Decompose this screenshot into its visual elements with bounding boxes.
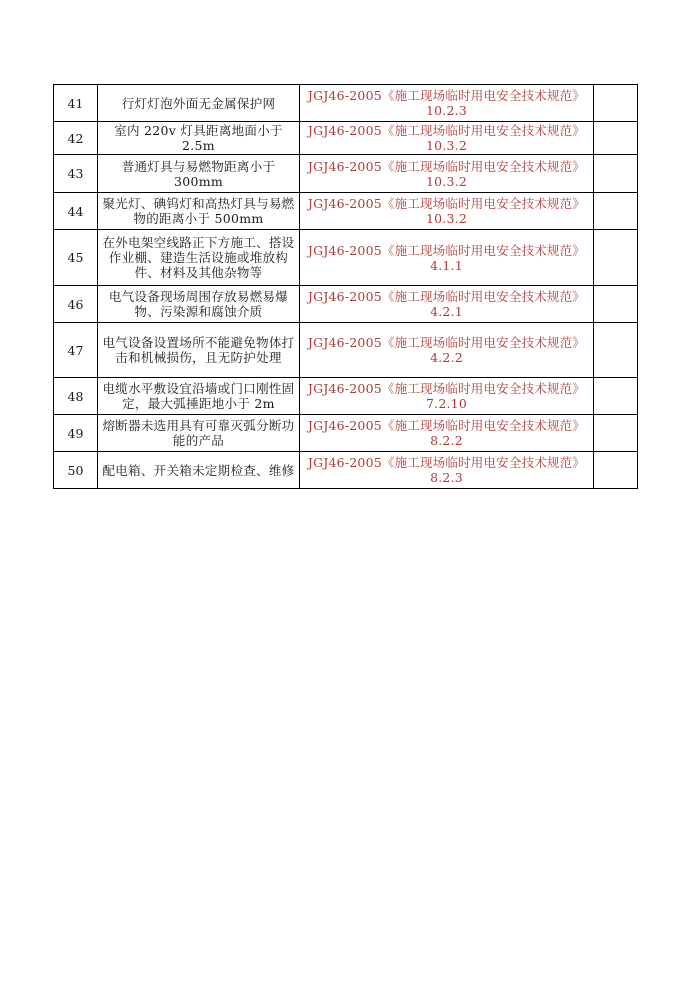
remark-cell bbox=[594, 415, 638, 452]
clause-number: 10.2.3 bbox=[426, 103, 467, 118]
table-row bbox=[54, 122, 638, 155]
row-number: 46 bbox=[54, 286, 98, 323]
hazard-item: 电气设备设置场所不能避免物体打击和机械损伤，且无防护处理 bbox=[98, 323, 300, 378]
remark-cell bbox=[594, 323, 638, 378]
table-row bbox=[54, 415, 638, 452]
hazard-item: 行灯灯泡外面无金属保护网 bbox=[98, 85, 300, 122]
table-row bbox=[54, 452, 638, 489]
inspection-table bbox=[53, 84, 638, 489]
row-number: 42 bbox=[54, 122, 98, 155]
hazard-item: 室内 220v 灯具距离地面小于 2.5m bbox=[98, 122, 300, 155]
remark-cell bbox=[594, 378, 638, 415]
table-row bbox=[54, 193, 638, 230]
standard-reference: JGJ46-2005《施工现场临时用电安全技术规范》 bbox=[307, 455, 586, 470]
basis-cell bbox=[300, 452, 594, 489]
clause-number: 4.2.2 bbox=[430, 350, 463, 365]
clause-number: 4.2.1 bbox=[430, 304, 463, 319]
basis-cell bbox=[300, 286, 594, 323]
hazard-item: 电气设备现场周围存放易燃易爆物、污染源和腐蚀介质 bbox=[98, 286, 300, 323]
row-number: 41 bbox=[54, 85, 98, 122]
basis-cell bbox=[300, 193, 594, 230]
table-row bbox=[54, 85, 638, 122]
row-number: 49 bbox=[54, 415, 98, 452]
basis-cell bbox=[300, 230, 594, 286]
standard-reference: JGJ46-2005《施工现场临时用电安全技术规范》 bbox=[307, 196, 586, 211]
basis-cell bbox=[300, 323, 594, 378]
table-row bbox=[54, 230, 638, 286]
row-number: 48 bbox=[54, 378, 98, 415]
hazard-item: 熔断器未选用具有可靠灭弧分断功能的产品 bbox=[98, 415, 300, 452]
remark-cell bbox=[594, 155, 638, 193]
remark-cell bbox=[594, 286, 638, 323]
table-row bbox=[54, 155, 638, 193]
standard-reference: JGJ46-2005《施工现场临时用电安全技术规范》 bbox=[307, 418, 586, 433]
standard-reference: JGJ46-2005《施工现场临时用电安全技术规范》 bbox=[307, 335, 586, 350]
clause-number: 10.3.2 bbox=[426, 211, 467, 226]
table-row bbox=[54, 286, 638, 323]
standard-reference: JGJ46-2005《施工现场临时用电安全技术规范》 bbox=[307, 88, 586, 103]
standard-reference: JGJ46-2005《施工现场临时用电安全技术规范》 bbox=[307, 242, 586, 258]
hazard-item: 配电箱、开关箱未定期检查、维修 bbox=[98, 452, 300, 489]
remark-cell bbox=[594, 230, 638, 286]
remark-cell bbox=[594, 452, 638, 489]
basis-cell bbox=[300, 85, 594, 122]
clause-number: 10.3.2 bbox=[426, 173, 467, 189]
clause-number: 4.1.1 bbox=[430, 257, 463, 273]
row-number: 47 bbox=[54, 323, 98, 378]
basis-cell bbox=[300, 378, 594, 415]
table-row bbox=[54, 323, 638, 378]
row-number: 45 bbox=[54, 230, 98, 286]
row-number: 44 bbox=[54, 193, 98, 230]
basis-cell bbox=[300, 155, 594, 193]
hazard-item: 在外电架空线路正下方施工、搭设作业棚、建造生活设施或堆放构件、材料及其他杂物等 bbox=[98, 230, 300, 286]
row-number: 43 bbox=[54, 155, 98, 193]
basis-cell bbox=[300, 415, 594, 452]
clause-number: 8.2.2 bbox=[430, 433, 463, 448]
remark-cell bbox=[594, 193, 638, 230]
standard-reference: JGJ46-2005《施工现场临时用电安全技术规范》 bbox=[307, 289, 586, 304]
basis-cell bbox=[300, 122, 594, 155]
clause-number: 7.2.10 bbox=[426, 396, 467, 411]
hazard-item: 聚光灯、碘钨灯和高热灯具与易燃物的距离小于 500mm bbox=[98, 193, 300, 230]
table-row bbox=[54, 378, 638, 415]
standard-reference: JGJ46-2005《施工现场临时用电安全技术规范》 bbox=[307, 123, 586, 138]
standard-reference: JGJ46-2005《施工现场临时用电安全技术规范》 bbox=[307, 158, 586, 174]
remark-cell bbox=[594, 122, 638, 155]
clause-number: 10.3.2 bbox=[426, 138, 467, 153]
remark-cell bbox=[594, 85, 638, 122]
hazard-item: 电缆水平敷设宜沿墙或门口刚性固定，最大弧捶距地小于 2m bbox=[98, 378, 300, 415]
standard-reference: JGJ46-2005《施工现场临时用电安全技术规范》 bbox=[307, 381, 586, 396]
hazard-item: 普通灯具与易燃物距离小于 300mm bbox=[98, 155, 300, 193]
clause-number: 8.2.3 bbox=[430, 470, 463, 485]
row-number: 50 bbox=[54, 452, 98, 489]
